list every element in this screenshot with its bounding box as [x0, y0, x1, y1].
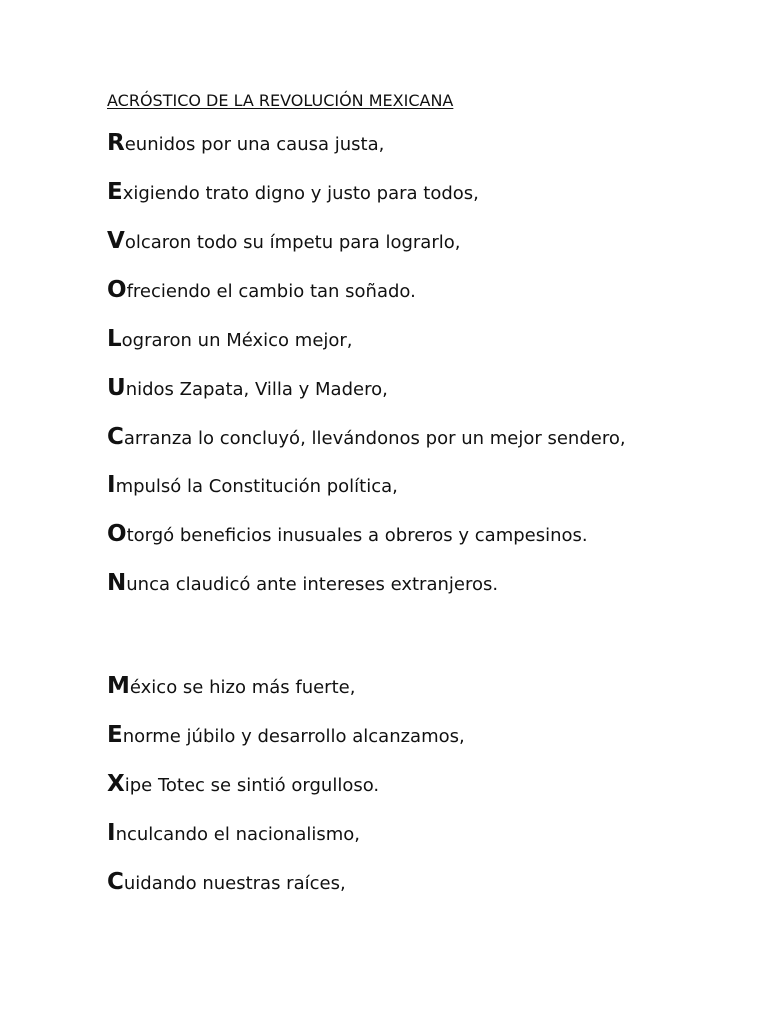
verse-line	[107, 471, 667, 501]
verse-line	[107, 672, 667, 702]
verse-text: arranza lo concluyó, llevándonos por un mejor sendero,	[123, 428, 626, 449]
verse-text: nidos Zapata, Villa y Madero,	[125, 379, 388, 400]
verse-line	[107, 276, 667, 306]
verse-text: freciendo el cambio tan soñado.	[126, 281, 416, 302]
verse-line	[107, 721, 667, 751]
verse-initial: O	[107, 277, 127, 303]
verse-initial: I	[107, 820, 116, 846]
verse-line	[107, 325, 667, 355]
verse-text: ipe Totec se sintió orgulloso.	[124, 775, 380, 796]
verse-initial: C	[107, 424, 124, 450]
verse-initial: R	[107, 130, 125, 156]
verse-text: unca claudicó ante intereses extranjeros.	[126, 574, 499, 595]
verse-line	[107, 178, 667, 208]
verse-line	[107, 868, 667, 898]
verse-initial: M	[107, 673, 130, 699]
verse-text: ograron un México mejor,	[121, 330, 353, 351]
verse-initial: O	[107, 521, 127, 547]
verse-text: uidando nuestras raíces,	[123, 873, 346, 894]
stanza-mexicana	[107, 672, 667, 917]
verse-text: éxico se hizo más fuerte,	[129, 677, 356, 698]
verse-initial: E	[107, 179, 123, 205]
verse-text: norme júbilo y desarrollo alcanzamos,	[122, 726, 465, 747]
verse-text: olcaron todo su ímpetu para lograrlo,	[124, 232, 461, 253]
verse-initial: V	[107, 228, 125, 254]
verse-line	[107, 374, 667, 404]
verse-initial: C	[107, 869, 124, 895]
stanza-revolucion	[107, 129, 667, 618]
verse-text: xigiendo trato digno y justo para todos,	[122, 183, 479, 204]
verse-line	[107, 423, 667, 453]
verse-text: torgó beneficios inusuales a obreros y campesinos.	[126, 525, 588, 546]
verse-initial: E	[107, 722, 123, 748]
verse-line	[107, 770, 667, 800]
verse-initial: L	[107, 326, 122, 352]
verse-line	[107, 569, 667, 599]
verse-initial: N	[107, 570, 127, 596]
verse-line	[107, 520, 667, 550]
verse-initial: U	[107, 375, 126, 401]
verse-text: eunidos por una causa justa,	[124, 134, 385, 155]
verse-line	[107, 819, 667, 849]
verse-initial: I	[107, 472, 116, 498]
verse-line	[107, 227, 667, 257]
document-title: ACRÓSTICO DE LA REVOLUCIÓN MEXICANA	[107, 91, 454, 110]
verse-text: nculcando el nacionalismo,	[115, 824, 361, 845]
verse-text: mpulsó la Constitución política,	[115, 476, 398, 497]
verse-initial: X	[107, 771, 125, 797]
verse-line	[107, 129, 667, 159]
